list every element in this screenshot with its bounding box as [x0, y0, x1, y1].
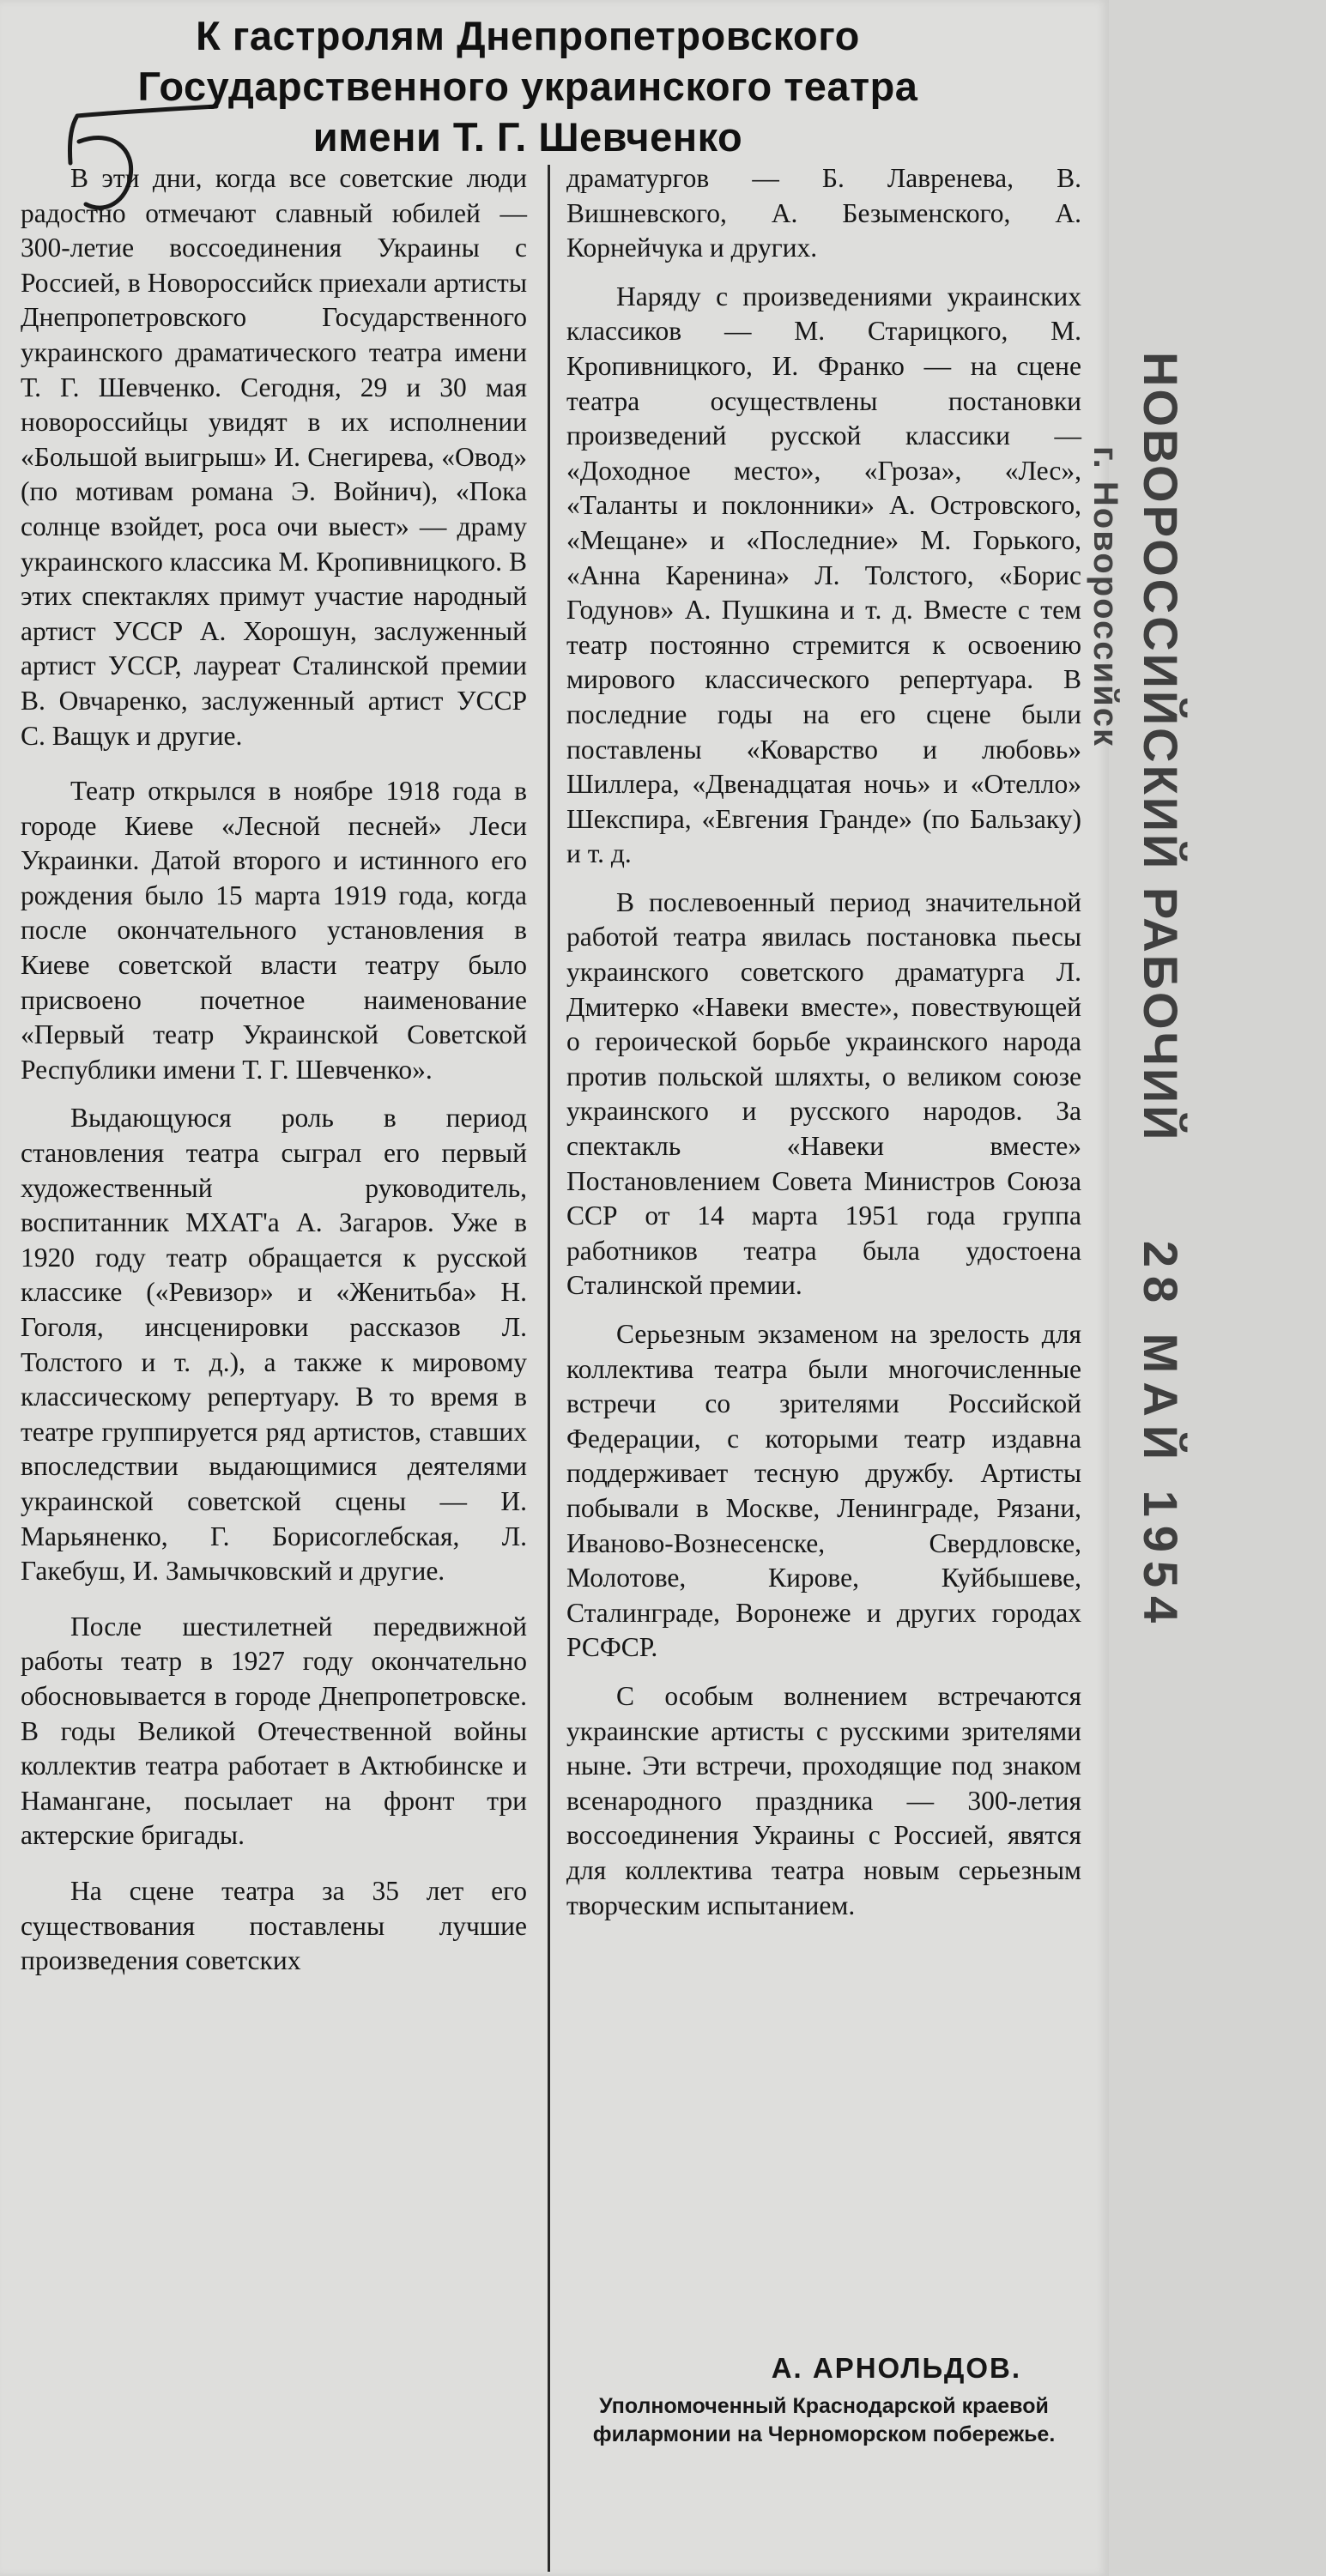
- stamp-newspaper-name: НОВОРОССИЙСКИЙ РАБОЧИЙ: [1134, 352, 1188, 1143]
- article-headline: [69, 10, 987, 162]
- column-divider: [548, 165, 550, 2572]
- paragraph: После шестилетней передвижной работы театр в 1927 году окончательно обосновывается в городе Днепропетровске. В годы Великой Отечественной войны коллектив театра работает в Актюбинске и Намангане, посылает на фронт три актерские бригады.: [21, 1611, 527, 1851]
- headline-line-3: имени Т. Г. Шевченко: [312, 114, 743, 160]
- paragraph: На сцене театра за 35 лет его существования поставлены лучшие произведения советских: [21, 1875, 527, 1976]
- author-title: Уполномоченный Краснодарской краевой филармонии на Черноморском побережье.: [592, 2394, 1056, 2446]
- headline-line-2: Государственного украинского театра: [137, 63, 918, 109]
- left-column: [21, 161, 527, 1992]
- newspaper-stamp: [1133, 352, 1189, 1631]
- author-name: А. АРНОЛЬДОВ.: [771, 2352, 1021, 2384]
- stamp-date: 28 МАЙ 1954: [1134, 1240, 1188, 1632]
- paragraph: драматургов — Б. Лавренева, В. Вишневского, А. Безыменского, А. Корнейчука и других.: [566, 163, 1081, 263]
- paragraph: Выдающуюся роль в период становления театра сыграл его первый художественный руководитель, воспитанник МХАТ'а А. Загаров. Уже в 1920 году театр обращается к русской классике («Ревизор» и «Женитьба» Н. Гоголя, инсценировки рассказов Л. Толстого и т. д.), а также к мировому классическому репертуару. В то время в театре группируется ряд артистов, ставших впоследствии выдающимися деятелями украинской советской сцены — И. Марьяненко, Г. Борисоглебская, Л. Гакебуш, И. Замычковский и другие.: [21, 1103, 527, 1587]
- paragraph: С особым волнением встречаются украинские артисты с русскими зрителями ныне. Эти встречи, проходящие под знаком всенародного праздника — 300-летия воссоединения Украины с Россией, явятся для коллектива театра новым серьезным творческим испытанием.: [566, 1680, 1081, 1920]
- headline-line-1: К гастролям Днепропетровского: [196, 13, 860, 58]
- signature-block: [566, 2349, 1081, 2449]
- paragraph: Наряду с произведениями украинских классиков — М. Старицкого, М. Кропивницкого, И. Франко — на сцене театра осуществлены постановки произведений русской классики — «Доходное место», «Гроза», «Лес», «Таланты и поклонники» А. Островского, «Мещане» и «Последние» М. Горького, «Анна Каренина» Л. Толстого, «Борис Годунов» А. Пушкина и т. д. Вместе с тем театр постоянно стремится к освоению мирового классического репертуара. В последние годы на его сцене были поставлены «Коварство и любовь» Шиллера, «Двенадцатая ночь» и «Отелло» Шекспира, «Евгения Гранде» (по Бальзаку) и т. д.: [566, 281, 1081, 869]
- paragraph: В послевоенный период значительной работой театра явилась постановка пьесы украинского советского драматурга Л. Дмитерко «Навеки вместе», повествующей о героической борьбе украинского народа против польской шляхты, о великом союзе украинского и русского народов. За спектакль «Навеки вместе» Постановлением Совета Министров Союза ССР от 14 марта 1951 года группа работников театра была удостоена Сталинской премии.: [566, 886, 1081, 1301]
- paragraph: В эти дни, когда все советские люди радостно отмечают славный юбилей — 300-летие воссоединения Украины с Россией, в Новороссийск приехали артисты Днепропетровского Государственного украинского драматического театра имени Т. Г. Шевченко. Сегодня, 29 и 30 мая новороссийцы увидят в их исполнении «Большой выигрыш» И. Снегирева, «Овод» (по мотивам романа Э. Войнич), «Пока солнце взойдет, роса очи выест» — драму украинского классика М. Кропивницкого. В этих спектаклях примут участие народный артист УССР А. Хорошун, заслуженный артист УССР, лауреат Сталинской премии В. Овчаренко, заслуженный артист УССР С. Ващук и другие.: [21, 163, 527, 751]
- stamp-city: г. Новороссийск: [1087, 446, 1124, 747]
- paragraph: Серьезным экзаменом на зрелость для коллектива театра были многочисленные встречи со зрителями Российской Федерации, с которыми театр издавна поддерживает тесную дружбу. Артисты побывали в Москве, Ленинграде, Рязани, Иваново-Вознесенске, Свердловске, Молотове, Кирове, Куйбышеве, Сталинграде, Воронеже и других городах РСФСР.: [566, 1319, 1081, 1663]
- paragraph: Театр открылся в ноябре 1918 года в городе Киеве «Лесной песней» Леси Украинки. Датой второго и истинного его рождения было 15 марта 1919 года, когда после окончательного установления в Киеве советской власти театру было присвоено почетное наименование «Первый театр Украинской Советской Республики имени Т. Г. Шевченко».: [21, 776, 527, 1085]
- right-column: [566, 161, 1081, 1937]
